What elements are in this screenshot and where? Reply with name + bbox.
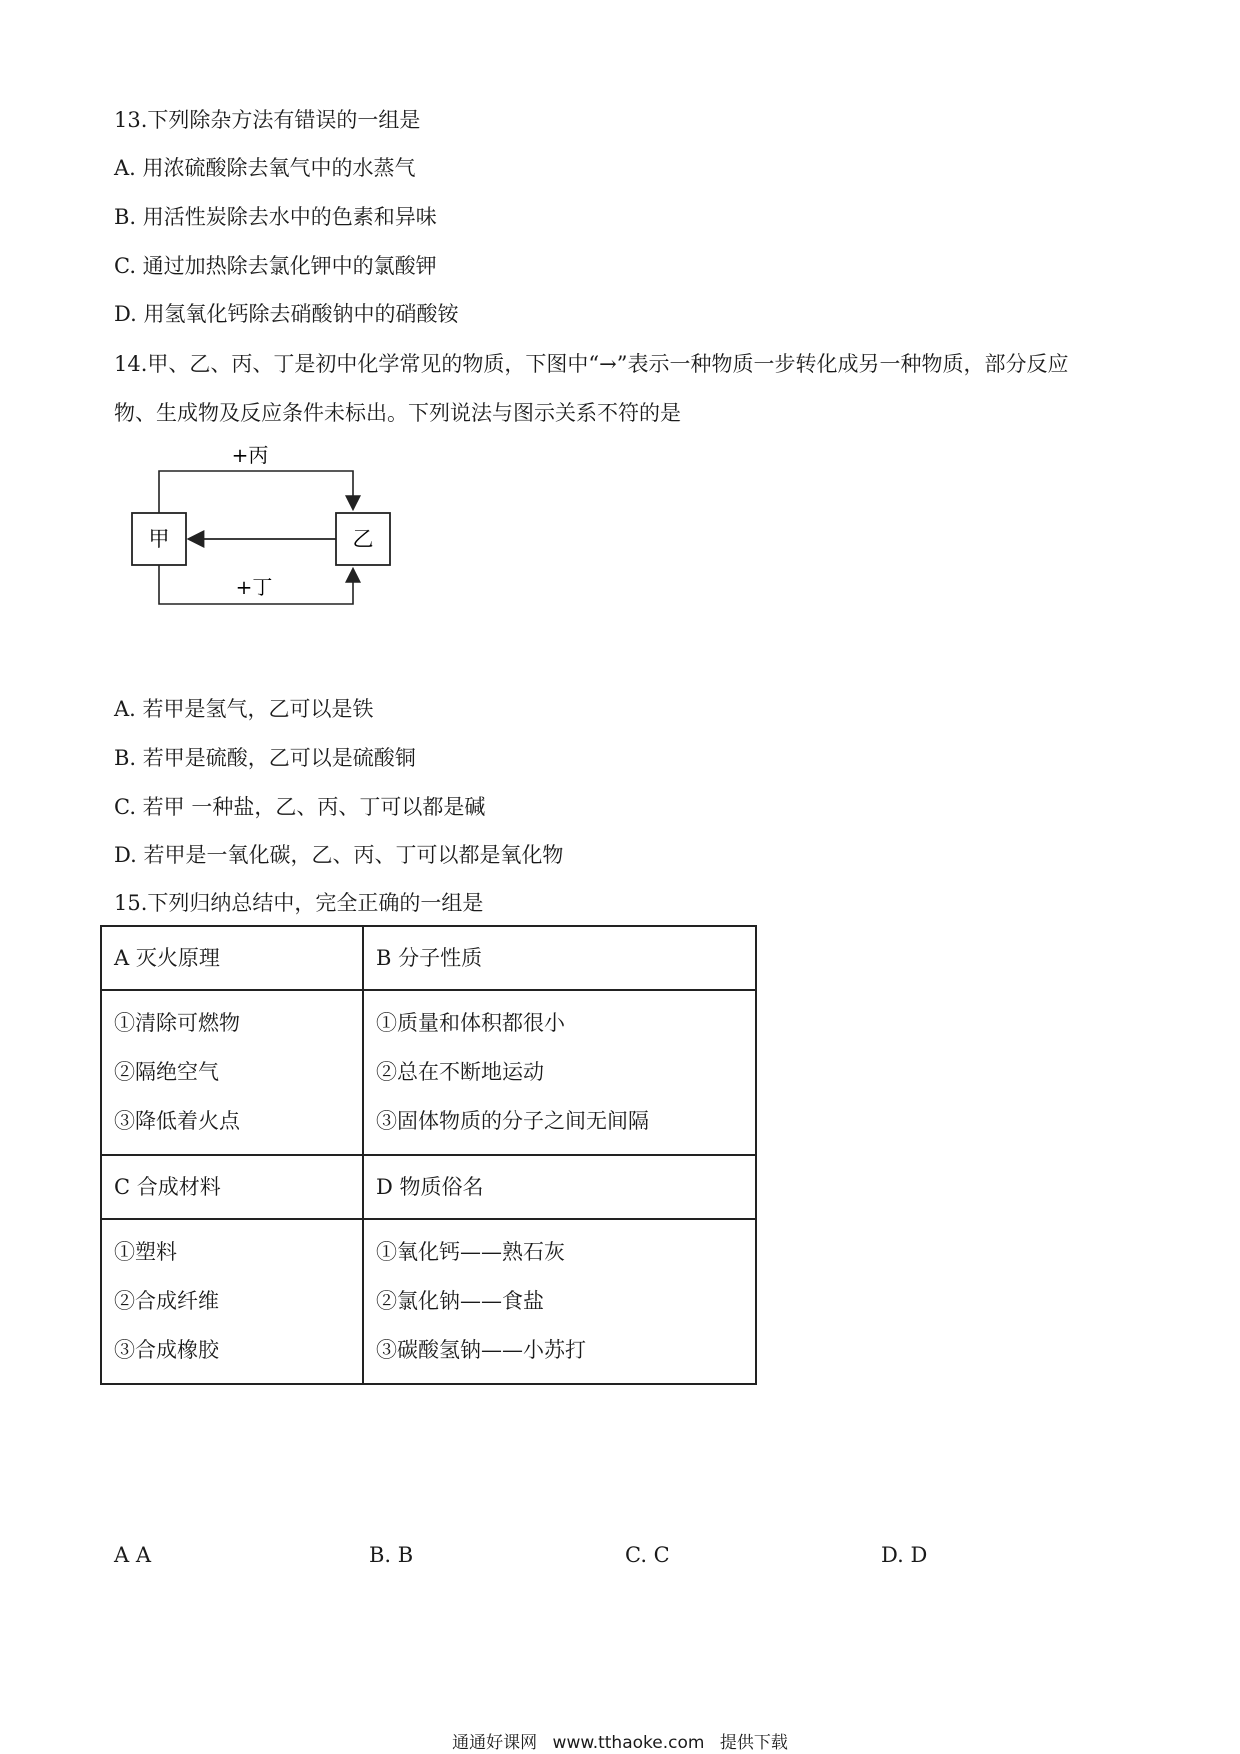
q13-option-a: A. 用浓硫酸除去氧气中的水蒸气	[114, 156, 416, 180]
page-footer	[0, 1728, 1240, 1753]
summary-table	[100, 925, 757, 1385]
list-item: ③碳酸氢钠——小苏打	[376, 1338, 586, 1362]
answer-choice-d: D. D	[881, 1543, 928, 1567]
q13-stem: 13.下列除杂方法有错误的一组是	[114, 108, 421, 132]
list-item: ②合成纤维	[114, 1289, 219, 1313]
q14-option-d: D. 若甲是一氧化碳，乙、丙、丁可以都是氧化物	[114, 843, 564, 867]
list-item: ③合成橡胶	[114, 1338, 219, 1362]
list-item: ②总在不断地运动	[376, 1060, 544, 1084]
footer-suffix: 提供下载	[719, 1733, 788, 1753]
q13-option-b: B. 用活性炭除去水中的色素和异味	[114, 205, 437, 229]
answer-choice-b: B. B	[369, 1543, 414, 1567]
cell-a-items	[101, 990, 363, 1155]
answer-choice-c: C. C	[625, 1543, 670, 1567]
list-item: ②隔绝空气	[114, 1060, 219, 1084]
list-item: ①质量和体积都很小	[376, 1011, 565, 1035]
list-item: ①塑料	[114, 1240, 177, 1264]
table-row	[101, 1155, 756, 1219]
cell-d-header: D 物质俗名	[363, 1155, 756, 1219]
box-yi-label: 乙	[352, 527, 374, 551]
conversion-diagram	[120, 438, 420, 618]
list-item: ②氯化钠——食盐	[376, 1289, 544, 1313]
cell-d-items	[363, 1219, 756, 1384]
q13-option-c: C. 通过加热除去氯化钾中的氯酸钾	[114, 254, 437, 278]
q15-stem: 15.下列归纳总结中，完全正确的一组是	[114, 891, 484, 915]
list-item: ③固体物质的分子之间无间隔	[376, 1109, 649, 1133]
list-item: ①氧化钙——熟石灰	[376, 1240, 565, 1264]
footer-url[interactable]: www.tthaoke.com	[552, 1733, 705, 1753]
q14-stem-line1: 14.甲、乙、丙、丁是初中化学常见的物质，下图中“→”表示一种物质一步转化成另一种物质，部分反应	[114, 352, 1069, 376]
q14-option-a: A. 若甲是氢气，乙可以是铁	[114, 697, 374, 721]
q14-option-b: B. 若甲是硫酸，乙可以是硫酸铜	[114, 746, 416, 770]
bottom-label: +丁	[235, 575, 273, 599]
list-item: ③降低着火点	[114, 1109, 240, 1133]
box-jia-label: 甲	[148, 527, 170, 551]
arrow-top-path	[159, 471, 353, 513]
q13-option-d: D. 用氢氧化钙除去硝酸钠中的硝酸铵	[114, 302, 459, 326]
list-item: ①清除可燃物	[114, 1011, 240, 1035]
cell-c-header: C 合成材料	[101, 1155, 363, 1219]
cell-a-header: A 灭火原理	[101, 926, 363, 990]
conversion-diagram-svg	[120, 438, 420, 618]
q14-option-c: C. 若甲 一种盐，乙、丙、丁可以都是碱	[114, 795, 486, 819]
table-row	[101, 1219, 756, 1384]
cell-b-items	[363, 990, 756, 1155]
top-label: +丙	[231, 443, 269, 467]
cell-c-items	[101, 1219, 363, 1384]
q14-stem-line2: 物、生成物及反应条件未标出。下列说法与图示关系不符的是	[114, 401, 681, 425]
answer-choice-a: A A	[114, 1543, 152, 1567]
footer-site-name: 通通好课网	[452, 1733, 538, 1753]
table-row	[101, 926, 756, 990]
cell-b-header: B 分子性质	[363, 926, 756, 990]
table-row	[101, 990, 756, 1155]
